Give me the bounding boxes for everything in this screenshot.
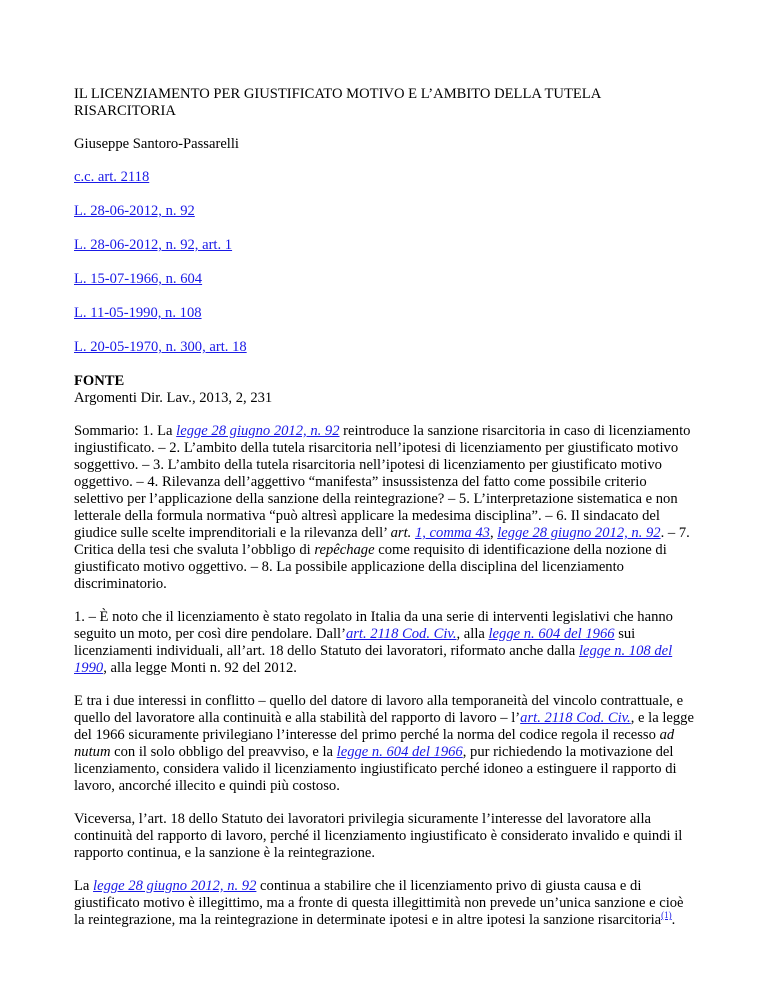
law-link[interactable]: legge 28 giugno 2012, n. 92 xyxy=(93,878,257,894)
document-page xyxy=(74,86,694,945)
body-paragraph-2 xyxy=(74,693,694,795)
law-link[interactable]: legge n. 604 del 1966 xyxy=(488,626,615,642)
reference-link-l300-1970-art18[interactable]: L. 20-05-1970, n. 300, art. 18 xyxy=(74,339,247,355)
text-span: come requisito di identificazione della nozione di giustificato motivo oggettivo. – 8. La possibile applicazione della disciplina del licenziamento discriminatorio. xyxy=(74,542,667,592)
text-span: Sommario: 1. La xyxy=(74,423,177,439)
law-link[interactable]: legge n. 604 del 1966 xyxy=(336,744,463,760)
law-link[interactable]: art. 2118 Cod. Civ. xyxy=(520,710,631,726)
fonte-label: FONTE xyxy=(74,373,125,389)
fonte-section xyxy=(74,373,694,407)
sommario-paragraph xyxy=(74,423,694,593)
law-link[interactable]: art. 2118 Cod. Civ. xyxy=(345,626,457,642)
text-span: , alla legge Monti n. 92 del 2012. xyxy=(103,660,297,676)
text-span: , xyxy=(489,525,498,541)
text-span: , pur richiedendo la motivazione del licenziamento, considera valido il licenziamento ingiustificato perché idoneo a estinguere il rapporto di lavoro, ancorché illecito e quindi più costoso. xyxy=(74,744,677,794)
reference-link-cc-2118[interactable]: c.c. art. 2118 xyxy=(74,169,150,185)
text-span: . xyxy=(671,912,676,928)
reference-link-l604-1966[interactable]: L. 15-07-1966, n. 604 xyxy=(74,271,203,287)
body-paragraph-1 xyxy=(74,609,694,677)
law-link[interactable]: legge 28 giugno 2012, n. 92 xyxy=(497,525,661,541)
italic-text: repêchage xyxy=(314,542,375,558)
footnote-link[interactable]: (1) xyxy=(661,910,672,921)
text-span: continua a stabilire che il licenziamento privo di giusta causa e di giustificato motivo è illegittimo, ma a fronte di questa illegittimità non prevede un’unica sanzione e cioè la reintegrazione, ma la reintegrazione in determinate ipotesi e in altre ipotesi la sanzione risarcitoria xyxy=(74,878,684,928)
text-span: reintroduce la sanzione risarcitoria in caso di licenziamento ingiustificato. – 2. L’ambito della tutela risarcitoria nell’ipotesi di licenziamento per giustificato motivo soggettivo. – 3. L’ambito della tutela risarcitoria nell’ipotesi di licenziamento per giustificato motivo oggettivo. – 4. Rilevanza dell’aggettivo “manifesta” insussistenza del fatto come possibile criterio selettivo per l’applicazione della sanzione della reintegrazione? – 5. L’interpretazione sistematica e non letterale della formula normativa “può altresì applicare la medesima disciplina”. – 6. Il sindacato del giudice sulle scelte imprenditoriali e la rilevanza dell’ xyxy=(74,423,691,541)
fonte-value: Argomenti Dir. Lav., 2013, 2, 231 xyxy=(74,390,273,406)
text-span: , e la legge del 1966 sicuramente privilegiano l’interesse del primo perché la norma del codice regola il recesso xyxy=(74,710,694,743)
text-span: 1. – È noto che il licenziamento è stato regolato in Italia da una serie di interventi legislativi che hanno seguito un moto, per così dire pendolare. Dall’ xyxy=(74,609,673,642)
text-span: La xyxy=(74,878,94,894)
body-paragraph-4 xyxy=(74,878,694,929)
body-paragraph-3: Viceversa, l’art. 18 dello Statuto dei lavoratori privilegia sicuramente l’interesse del lavoratore alla continuità del rapporto di lavoro, perché il licenziamento ingiustificato è considerato invalido e quindi il rapporto continua, e la sanzione è la reintegrazione. xyxy=(74,811,683,861)
reference-link-l92-2012-art1[interactable]: L. 28-06-2012, n. 92, art. 1 xyxy=(74,237,233,253)
reference-link-l92-2012[interactable]: L. 28-06-2012, n. 92 xyxy=(74,203,195,219)
text-span: sui licenziamenti individuali, all’art. 18 dello Statuto dei lavoratori, riformato anche dalla xyxy=(74,626,636,659)
text-span: . – 7. Critica della tesi che svaluta l’obbligo di xyxy=(74,525,690,558)
author-name: Giuseppe Santoro-Passarelli xyxy=(74,136,239,152)
text-span: con il solo obbligo del preavviso, e la xyxy=(110,744,337,760)
law-link[interactable]: legge n. 108 del 1990 xyxy=(74,643,673,676)
law-link[interactable]: 1, comma 43 xyxy=(414,525,490,541)
document-title: IL LICENZIAMENTO PER GIUSTIFICATO MOTIVO E L’AMBITO DELLA TUTELA RISARCITORIA xyxy=(74,86,601,119)
italic-text: art. xyxy=(390,525,412,541)
text-span: E tra i due interessi in conflitto – quello del datore di lavoro alla temporaneità del vincolo contrattuale, e quello del lavoratore alla continuità e alla stabilità del rapporto di lavoro – l’ xyxy=(74,693,684,726)
law-link[interactable]: legge 28 giugno 2012, n. 92 xyxy=(176,423,340,439)
text-span: , alla xyxy=(456,626,489,642)
reference-link-l108-1990[interactable]: L. 11-05-1990, n. 108 xyxy=(74,305,202,321)
reference-list xyxy=(74,169,694,356)
italic-text: ad nutum xyxy=(74,727,675,760)
